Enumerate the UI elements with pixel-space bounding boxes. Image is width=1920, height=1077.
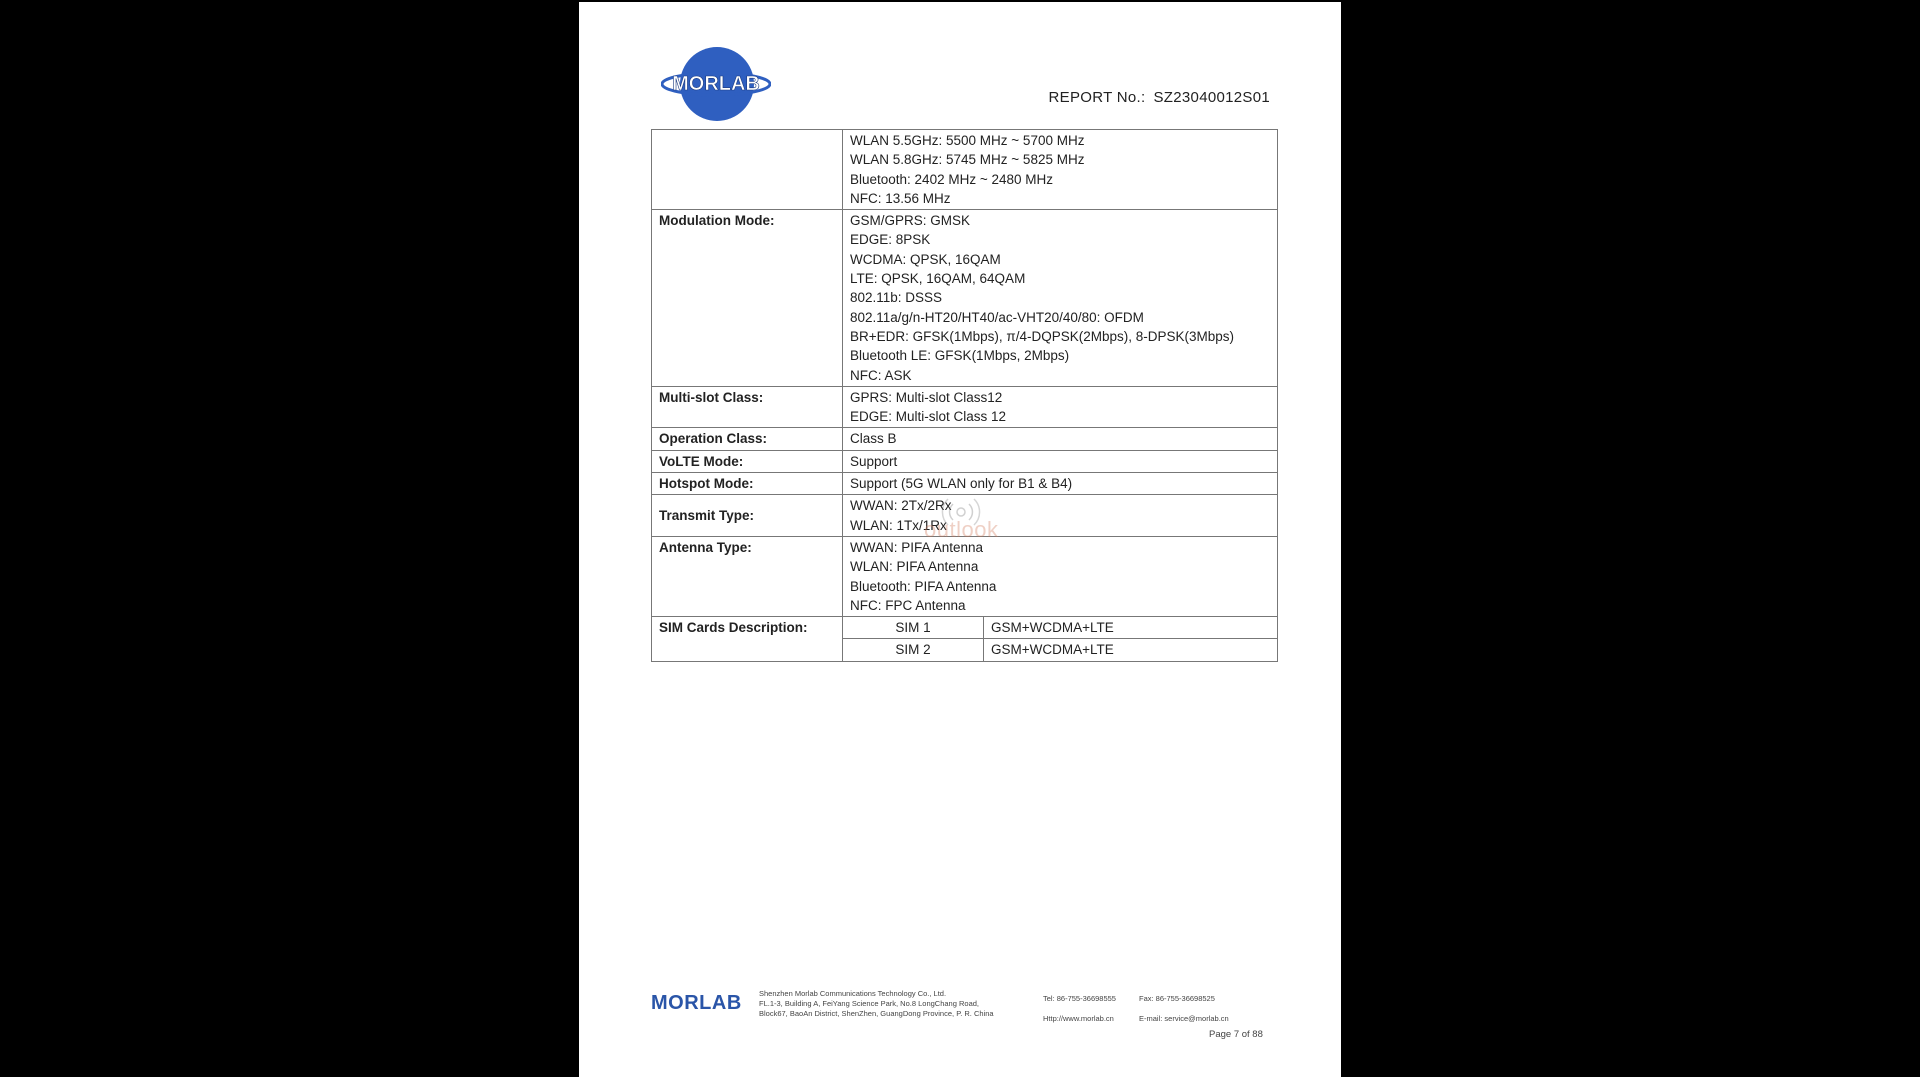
sim-row — [843, 639, 1277, 661]
row-value: Support — [843, 450, 1278, 472]
row-label: Antenna Type: — [652, 536, 843, 616]
table-row — [652, 428, 1278, 450]
value-line: Bluetooth: PIFA Antenna — [850, 578, 997, 594]
footer-website: Http://www.morlab.cn — [1043, 1014, 1114, 1023]
row-values — [843, 386, 1278, 428]
row-label — [652, 130, 843, 210]
value-line: NFC: 13.56 MHz — [850, 190, 951, 206]
table-row — [652, 450, 1278, 472]
value-line: 802.11b: DSSS — [850, 290, 943, 306]
row-values — [843, 130, 1278, 210]
row-label: VoLTE Mode: — [652, 450, 843, 472]
report-number-value: SZ23040012S01 — [1153, 89, 1270, 106]
footer-address — [759, 989, 994, 1019]
row-value: Support (5G WLAN only for B1 & B4) — [843, 473, 1278, 495]
value-line: GSM/GPRS: GMSK — [850, 213, 971, 229]
sim-row — [843, 617, 1277, 639]
table-row — [652, 617, 1278, 662]
report-label: REPORT No.: — [1048, 89, 1146, 106]
value-line: NFC: FPC Antenna — [850, 597, 966, 613]
sim-cards-cell — [843, 617, 1278, 662]
page-number: Page 7 of 88 — [1209, 1029, 1263, 1040]
value-line: WWAN: PIFA Antenna — [850, 539, 984, 555]
document-page — [579, 2, 1341, 1077]
table-row — [652, 210, 1278, 387]
footer-contact — [1043, 989, 1249, 1029]
value-line: WCDMA: QPSK, 16QAM — [850, 251, 1001, 267]
value-line: WLAN: 1Tx/1Rx — [850, 517, 947, 533]
spec-table — [651, 129, 1278, 662]
row-label: Transmit Type: — [652, 495, 843, 537]
value-line: 802.11a/g/n-HT20/HT40/ac-VHT20/40/80: OFDM — [850, 309, 1144, 325]
row-values — [843, 536, 1278, 616]
table-row — [652, 130, 1278, 210]
value-line: EDGE: Multi-slot Class 12 — [850, 409, 1007, 425]
value-line: BR+EDR: GFSK(1Mbps), π/4-DQPSK(2Mbps), 8-DPSK(3Mbps) — [850, 328, 1235, 344]
sim-bands: GSM+WCDMA+LTE — [984, 617, 1278, 639]
row-value: Class B — [843, 428, 1278, 450]
row-label: SIM Cards Description: — [652, 617, 843, 662]
watermark-text: outlook — [924, 517, 999, 542]
footer-email: E-mail: service@morlab.cn — [1139, 1014, 1229, 1023]
row-values — [843, 495, 1278, 537]
sim-bands: GSM+WCDMA+LTE — [984, 639, 1278, 661]
logo-text: MORLAB — [672, 73, 760, 95]
row-label: Operation Class: — [652, 428, 843, 450]
row-label: Multi-slot Class: — [652, 386, 843, 428]
footer-logo: MORLAB — [651, 992, 742, 1014]
address-line: FL.1-3, Building A, FeiYang Science Park, No.8 LongChang Road, — [759, 999, 979, 1008]
table-row — [652, 536, 1278, 616]
row-label: Hotspot Mode: — [652, 473, 843, 495]
sim-name: SIM 2 — [843, 639, 984, 661]
value-line: WWAN: 2Tx/2Rx — [850, 498, 952, 514]
footer-fax: Fax: 86-755-36698525 — [1139, 994, 1215, 1003]
value-line: Bluetooth: 2402 MHz ~ 2480 MHz — [850, 171, 1053, 187]
value-line: Bluetooth LE: GFSK(1Mbps, 2Mbps) — [850, 348, 1070, 364]
row-values — [843, 210, 1278, 387]
table-row — [652, 386, 1278, 428]
value-line: LTE: QPSK, 16QAM, 64QAM — [850, 271, 1026, 287]
value-line: NFC: ASK — [850, 367, 912, 383]
value-line: EDGE: 8PSK — [850, 232, 931, 248]
value-line: WLAN 5.8GHz: 5745 MHz ~ 5825 MHz — [850, 152, 1085, 168]
address-line: Block67, BaoAn District, ShenZhen, GuangDong Province, P. R. China — [759, 1009, 994, 1018]
address-line: Shenzhen Morlab Communications Technology Co., Ltd. — [759, 989, 947, 998]
sim-table — [843, 617, 1277, 661]
sim-name: SIM 1 — [843, 617, 984, 639]
value-line: WLAN: PIFA Antenna — [850, 559, 979, 575]
row-label: Modulation Mode: — [652, 210, 843, 387]
morlab-logo — [661, 44, 771, 124]
value-line: WLAN 5.5GHz: 5500 MHz ~ 5700 MHz — [850, 133, 1085, 148]
value-line: GPRS: Multi-slot Class12 — [850, 389, 1003, 405]
footer-tel: Tel: 86-755-36698555 — [1043, 994, 1116, 1003]
report-number — [1049, 89, 1270, 106]
